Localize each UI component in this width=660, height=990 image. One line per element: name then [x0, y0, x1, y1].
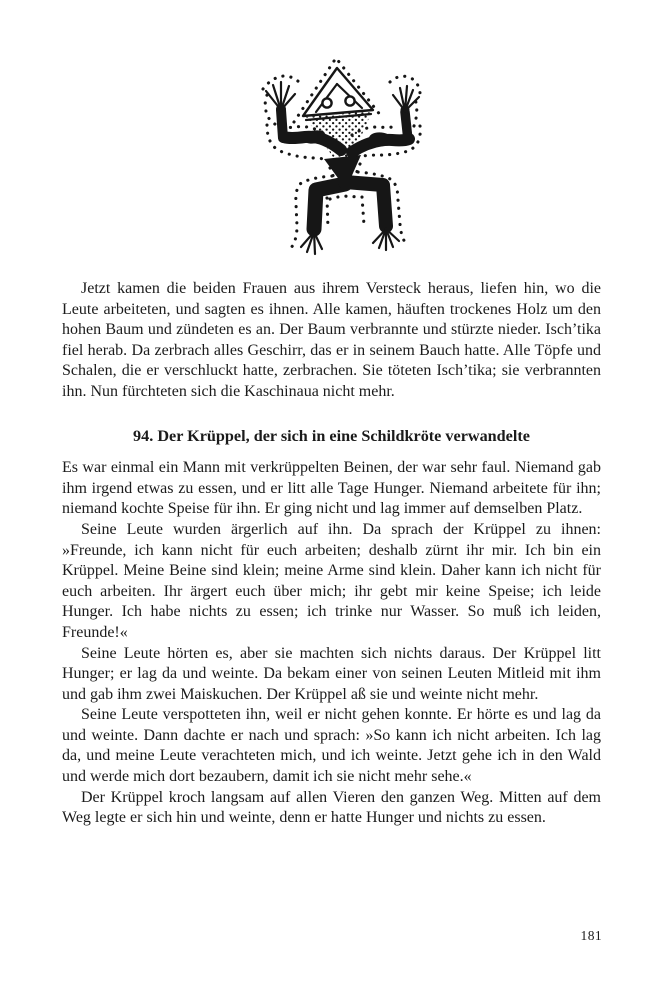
text-block	[62, 279, 601, 829]
story-paragraph: Es war einmal ein Mann mit verkrüppelten Beinen, der war sehr faul. Niemand gab ihm irgend etwas zu essen, und er litt alle Tage Hunger. Niemand arbeitete für ihn; niemand kochte Speise für ihn. Er ging nicht und lag immer auf demselben Platz.	[62, 459, 601, 518]
tribal-frog-figure-icon	[240, 53, 450, 265]
page-number: 181	[580, 928, 602, 943]
story-paragraph: Seine Leute verspotteten ihn, weil er nicht gehen konnte. Er hörte es und lag da und weinte. Dann dachte er nach und sprach: »So kann ich nicht arbeiten. Ich lag da, und meine Leute verachteten mich, und ich weinte. Jetzt gehe ich in den Wald und werde mich dort bezaubern, damit ich sie nicht mehr sehe.«	[62, 706, 601, 786]
story-paragraph: Seine Leute hörten es, aber sie machten sich nichts daraus. Der Krüppel litt Hunger; er lag da und weinte. Da bekam einer von seinen Leuten Mitleid mit ihm und gab ihm zwei Maiskuchen. Der Krüppel aß sie und weinte nicht mehr.	[62, 644, 601, 703]
intro-paragraph: Jetzt kamen die beiden Frauen aus ihrem Versteck heraus, liefen hin, wo die Leute arbeiteten, und sagten es ihnen. Alle kamen, häuften trockenes Holz um den hohen Baum und zündeten es an. Der Baum verbrannte und stürzte nieder. Isch’tika fiel herab. Da zerbrach alles Geschirr, das er in seinem Bauch hatte. Alle Töpfe und Schalen, die er verschluckt hatte, zerbrachen. Sie töteten Isch’tika; sie verbrannten ihn. Nun fürchteten sich die Kaschinaua nicht mehr.	[62, 280, 601, 400]
chapter-heading: 94. Der Krüppel, der sich in eine Schildkröte verwandelte	[133, 426, 530, 445]
story-illustration	[240, 53, 450, 265]
story-paragraph: Der Krüppel kroch langsam auf allen Vieren den ganzen Weg. Mitten auf dem Weg legte er sich hin und weinte, denn er hatte Hunger und nichts zu essen.	[62, 788, 601, 827]
story-paragraph: Seine Leute wurden ärgerlich auf ihn. Da sprach der Krüppel zu ihnen: »Freunde, ich kann nicht für euch arbeiten; deshalb zürnt ihr mir. Ich bin ein Krüppel. Meine Beine sind klein; meine Arme sind klein. Daher kann ich nicht für euch arbeiten. Ihr ärgert euch über mich; ihr gebt mir keine Speise; ich leide Hunger. Ich habe nichts zu essen; ich trinke nur Wasser. So muß ich leiden, Freunde!«	[62, 520, 601, 641]
